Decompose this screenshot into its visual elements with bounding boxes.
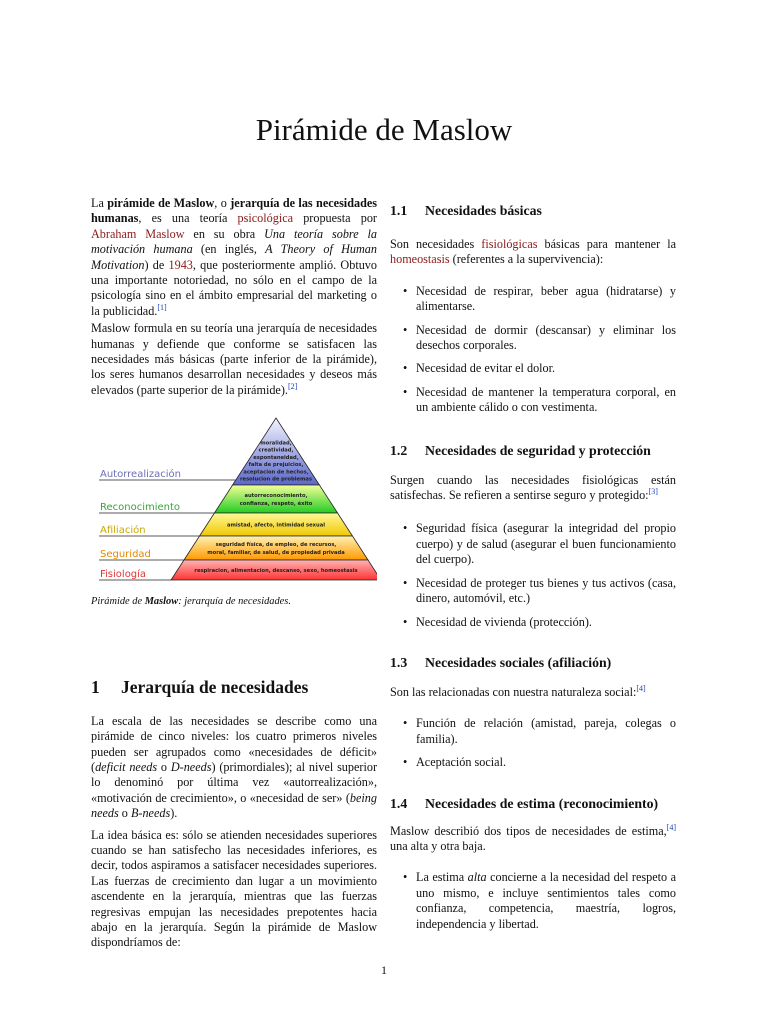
text-run: ). xyxy=(170,806,178,821)
text-run: Necesidad de proteger tus bienes y tus activos (casa, dinero, automóvil, etc.) xyxy=(416,575,676,606)
citation xyxy=(288,382,297,391)
text-run: Función de relación (amistad, pareja, colegas o familia). xyxy=(416,716,676,746)
citation-link[interactable]: [4] xyxy=(636,683,646,693)
page-title: Pirámide de Maslow xyxy=(255,112,513,147)
text-run: : jerarquía de necesidades. xyxy=(178,596,291,608)
list-item xyxy=(390,385,676,416)
text-run: Maslow describió dos tipos de necesidades de estima, xyxy=(390,823,667,838)
subsection-heading xyxy=(390,442,676,459)
subsection-intro xyxy=(390,824,676,855)
italic-text: B-needs xyxy=(130,806,171,821)
wiki-link[interactable]: psicológica xyxy=(237,211,294,226)
pyramid-level-text: confianza, respeto, éxito xyxy=(239,501,313,508)
text-run: Pirámide de xyxy=(91,596,145,608)
subsection-title: Necesidades sociales (afiliación) xyxy=(425,654,612,670)
list-item xyxy=(390,323,676,354)
text-run: Necesidad de respirar, beber agua (hidratarse) y alimentarse. xyxy=(416,283,676,314)
text-run: Aceptación social. xyxy=(416,755,507,770)
pyramid-level-text: autorreconocimiento, xyxy=(244,493,308,500)
bullet-list xyxy=(390,716,676,770)
list-item xyxy=(390,284,676,315)
text-run: Necesidad de mantener la temperatura corporal, en un ambiente cálido o con vestimenta. xyxy=(416,384,676,415)
section-1-number: 1 xyxy=(91,676,100,697)
text-run: , o xyxy=(214,196,231,210)
section-1-paragraph-2 xyxy=(91,828,377,951)
wiki-link[interactable]: 1943 xyxy=(168,257,193,272)
figure-caption xyxy=(91,594,377,609)
subsection-heading xyxy=(390,795,676,812)
italic-text: being needs xyxy=(91,790,377,821)
text-run: La idea básica es: sólo se atienden necesidades superiores cuando se han satisfecho las necesidades inferiores, es decir, todos aspiramos a satisfacer necesidades superiores. Las fuerzas de crecimiento dan lugar a un movimiento ascendente en la jerarquía, mientras que las fuerzas regresivas empujan las necesidades prepotentes hacia abajo en la jerarquía. Según la pirámide de Maslow dispondríamos de: xyxy=(91,827,377,950)
maslow-pyramid-figure xyxy=(91,410,377,609)
pyramid-level-label: Reconocimiento xyxy=(100,502,181,514)
bullet-list xyxy=(390,284,676,416)
pyramid-level-text: moralidad, xyxy=(260,440,292,447)
left-column xyxy=(91,196,377,953)
text-run: ) (primordiales); al nivel superior lo denominó por última vez «autorrealización», «motivación de crecimiento», o «necesidad de ser» ( xyxy=(91,759,377,805)
pyramid-level-label: Fisiología xyxy=(100,569,147,581)
pyramid-level-text: respiracion, alimentacion, descanso, sexo, homeostasis xyxy=(194,568,358,575)
pyramid-level-text: moral, familiar, de salud, de propiedad privada xyxy=(207,550,345,557)
text-run: una alta y otra baja. xyxy=(390,838,486,853)
pyramid-level-text: seguridad física, de empleo, de recursos, xyxy=(215,542,337,549)
text-run: (referentes a la supervivencia): xyxy=(449,252,604,267)
pyramid-level-text: espontaneidad, xyxy=(253,455,299,462)
subsection-number: 1.4 xyxy=(390,795,408,811)
list-item xyxy=(390,521,676,567)
subsection-number: 1.1 xyxy=(390,203,408,218)
intro-paragraph-1 xyxy=(91,196,377,319)
text-run: (en inglés, xyxy=(192,242,266,257)
text-run: Necesidad de evitar el dolor. xyxy=(416,361,556,376)
bullet-list xyxy=(390,870,676,932)
subsection-heading xyxy=(390,654,676,671)
subsection-title: Necesidades de estima (reconocimiento) xyxy=(425,795,659,811)
bold-text: jerarquía de las necesidades humanas xyxy=(91,196,377,226)
text-run: Surgen cuando las necesidades fisiológicas están satisfechas. Se refieren a sentirse seguro y protegido: xyxy=(390,472,676,503)
text-run: La xyxy=(91,196,108,210)
list-item xyxy=(390,716,676,747)
pyramid-level-text: aceptacion de hechos, xyxy=(243,469,309,476)
pyramid-level-label: Autorrealización xyxy=(100,469,181,481)
text-run: básicas para mantener la xyxy=(537,237,676,251)
section-1-heading xyxy=(91,676,377,698)
text-run: Son necesidades xyxy=(390,237,482,251)
subsection-title: Necesidades básicas xyxy=(425,203,542,218)
subsection-intro xyxy=(390,473,676,504)
text-run: Necesidad de dormir (descansar) y eliminar los desechos corporales. xyxy=(416,322,676,353)
citation xyxy=(649,487,658,496)
bold-text: Maslow xyxy=(144,596,179,608)
intro-paragraph-2 xyxy=(91,321,377,398)
subsection-intro xyxy=(390,237,676,268)
text-run: ) de xyxy=(144,257,169,272)
pyramid-level-label: Seguridad xyxy=(100,549,151,561)
wiki-link[interactable]: homeostasis xyxy=(390,252,450,267)
section-1-paragraph-1 xyxy=(91,714,377,822)
pyramid-level-text: falta de prejuicios, xyxy=(248,462,304,469)
list-item xyxy=(390,615,676,630)
page-number: 1 xyxy=(381,963,387,977)
bold-text: pirámide de Maslow xyxy=(107,196,215,210)
pyramid-level-text: resolucion de problemas xyxy=(240,476,312,483)
citation-link[interactable]: [2] xyxy=(287,381,298,391)
text-run: concierne a la necesidad del respeto a uno mismo, e incluye sentimientos tales como confianza, competencia, maestría, logros, independencia y libertad. xyxy=(416,870,677,931)
list-item xyxy=(390,755,676,770)
subsection-number: 1.2 xyxy=(390,442,408,458)
subsection-title: Necesidades de seguridad y protección xyxy=(425,442,651,458)
pyramid-level-text: creatividad, xyxy=(258,447,294,454)
italic-text: A Theory of Human Motivation xyxy=(91,242,377,272)
text-run: Son las relacionadas con nuestra naturaleza social: xyxy=(390,684,637,699)
citation-link[interactable]: [1] xyxy=(157,302,167,312)
text-run: Seguridad física (asegurar la integridad del propio cuerpo) y de salud (asegurar el buen funcionamiento del cuerpo). xyxy=(416,521,676,567)
subsection-heading xyxy=(390,202,676,219)
pyramid-level-label: Afiliación xyxy=(100,525,146,537)
text-run: o xyxy=(118,806,131,821)
maslow-pyramid xyxy=(91,410,377,586)
citation-link[interactable]: [3] xyxy=(648,487,658,496)
wiki-link[interactable]: fisiológicas xyxy=(481,237,538,251)
wiki-link[interactable]: Abraham Maslow xyxy=(91,226,185,241)
text-run: Maslow formula en su teoría una jerarquía de necesidades humanas y defiende que conforme se satisfacen las necesidades más básicas (parte inferior de la pirámide), los seres humanos desarrollan necesidades y deseos más elevados (parte superior de la pirámide). xyxy=(91,321,377,397)
subsection-intro xyxy=(390,685,676,700)
bullet-list xyxy=(390,521,676,629)
pyramid-level-text: amistad, afecto, intimidad sexual xyxy=(227,522,325,529)
text-run: , que posteriormente amplió. Obtuvo una importante notoriedad, no sólo en el campo de la psicología sino en el ámbito empresarial del marketing o la publicidad. xyxy=(91,257,377,318)
italic-text: Una teoría sobre la motivación humana xyxy=(91,226,377,257)
text-run: La escala de las necesidades se describe como una pirámide de cinco niveles: los cuatro primeros niveles pueden ser agrupados como «necesidades de déficit» ( xyxy=(91,713,377,774)
text-run: , es una teoría xyxy=(138,211,238,226)
citation-link[interactable]: [4] xyxy=(666,822,676,832)
italic-text: deficit needs xyxy=(95,759,158,774)
text-run: Necesidad de vivienda (protección). xyxy=(416,614,592,629)
citation xyxy=(157,303,166,312)
right-column xyxy=(390,196,676,940)
italic-text: D-needs xyxy=(170,759,212,774)
text-run: La estima xyxy=(416,870,468,885)
italic-text: alta xyxy=(467,870,487,885)
text-run: propuesta por xyxy=(293,211,377,226)
list-item xyxy=(390,576,676,607)
text-run: en su obra xyxy=(184,226,265,241)
list-item xyxy=(390,361,676,376)
citation xyxy=(636,684,645,693)
section-1-title: Jerarquía de necesidades xyxy=(121,676,309,697)
list-item xyxy=(390,870,676,932)
citation xyxy=(667,822,676,831)
subsection-number: 1.3 xyxy=(390,654,408,670)
text-run: o xyxy=(157,759,171,774)
